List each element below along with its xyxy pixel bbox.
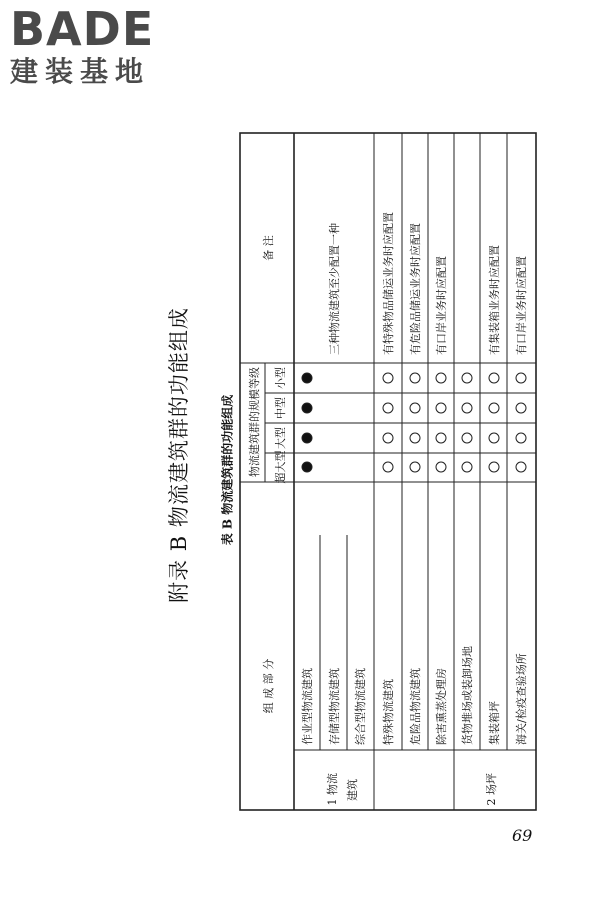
header-level-l: 大型 bbox=[274, 427, 287, 449]
optional-mark bbox=[410, 433, 420, 443]
optional-mark bbox=[383, 403, 393, 413]
appendix-title: 附录 B 物流建筑群的功能组成 bbox=[167, 307, 191, 603]
optional-mark bbox=[489, 462, 499, 472]
row-remark: 有集装箱业务时应配置 bbox=[488, 245, 501, 355]
header-component: 组 成 部 分 bbox=[262, 658, 275, 714]
group1-no: 1 bbox=[326, 798, 339, 806]
row-name: 作业型物流建筑 bbox=[301, 668, 314, 745]
group2-no: 2 bbox=[485, 798, 498, 806]
row-name: 集装箱坪 bbox=[488, 701, 501, 745]
optional-mark bbox=[462, 373, 472, 383]
optional-mark bbox=[436, 403, 446, 413]
optional-mark bbox=[383, 462, 393, 472]
optional-mark bbox=[516, 373, 526, 383]
optional-mark bbox=[462, 433, 472, 443]
optional-mark bbox=[516, 403, 526, 413]
row-remark: 三种物流建筑至少配置一种 bbox=[328, 223, 341, 355]
header-level-m: 中型 bbox=[274, 397, 287, 419]
logo-wordmark: BADE bbox=[10, 2, 155, 56]
optional-mark bbox=[516, 433, 526, 443]
optional-mark bbox=[410, 403, 420, 413]
group1-name-1: 物流 bbox=[326, 773, 339, 795]
header-scale: 物流建筑群的规模等级 bbox=[248, 367, 261, 477]
row-name: 特殊物流建筑 bbox=[382, 679, 395, 745]
optional-mark bbox=[462, 403, 472, 413]
group2-name: 场坪 bbox=[485, 773, 498, 795]
row-name: 海关/检疫查验场所 bbox=[515, 653, 528, 745]
required-mark bbox=[302, 373, 312, 383]
optional-mark bbox=[383, 433, 393, 443]
row-name: 货物堆场或装卸场地 bbox=[461, 646, 474, 745]
optional-mark bbox=[489, 433, 499, 443]
optional-mark bbox=[462, 462, 472, 472]
row-remark: 有口岸业务时应配置 bbox=[515, 256, 528, 355]
row-name: 危险品物流建筑 bbox=[409, 668, 422, 745]
optional-mark bbox=[383, 373, 393, 383]
optional-mark bbox=[436, 433, 446, 443]
row-name: 综合型物流建筑 bbox=[354, 668, 367, 745]
logo-subtitle: 建装基地 bbox=[10, 55, 151, 88]
optional-mark bbox=[516, 462, 526, 472]
header-level-xl: 超大型 bbox=[274, 450, 287, 484]
optional-mark bbox=[436, 373, 446, 383]
group1-name-2: 建筑 bbox=[346, 779, 359, 801]
required-mark bbox=[302, 433, 312, 443]
page-number: 69 bbox=[512, 826, 533, 845]
optional-mark bbox=[436, 462, 446, 472]
row-remark: 有危险品储运业务时应配置 bbox=[409, 223, 422, 355]
header-remark: 备 注 bbox=[262, 235, 275, 261]
optional-mark bbox=[489, 373, 499, 383]
optional-mark bbox=[489, 403, 499, 413]
required-mark bbox=[302, 403, 312, 413]
optional-mark bbox=[410, 462, 420, 472]
row-remark: 有口岸业务时应配置 bbox=[435, 256, 448, 355]
row-remark: 有特殊物品储运业务时应配置 bbox=[382, 212, 395, 355]
required-mark bbox=[302, 462, 312, 472]
header-level-s: 小型 bbox=[274, 367, 287, 389]
table-caption: 表 B 物流建筑群的功能组成 bbox=[220, 394, 235, 546]
row-name: 除害熏蒸处理房 bbox=[435, 668, 448, 745]
optional-mark bbox=[410, 373, 420, 383]
row-name: 存储型物流建筑 bbox=[328, 668, 341, 745]
